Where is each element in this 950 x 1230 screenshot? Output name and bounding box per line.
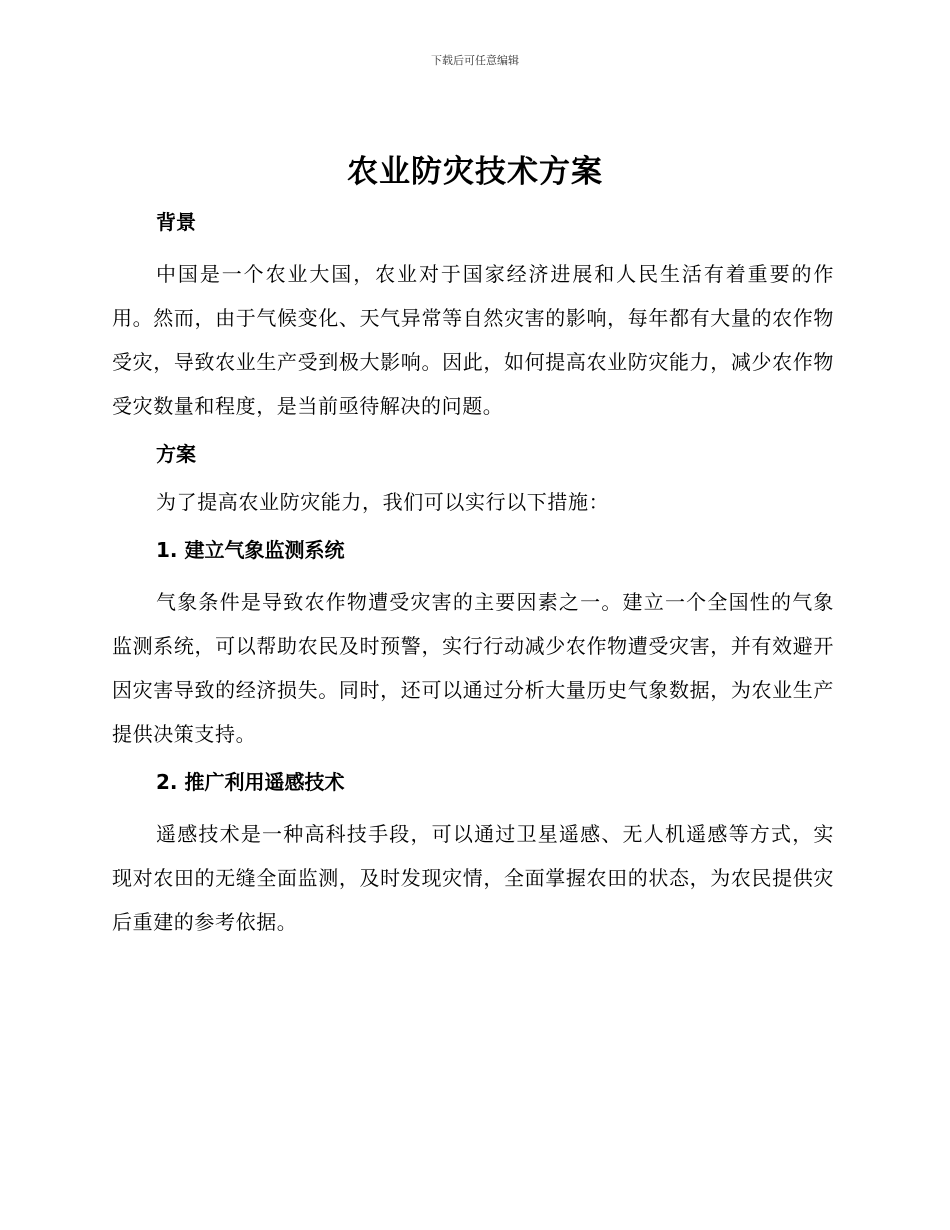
- document-title: 农业防灾技术方案: [347, 154, 603, 190]
- section-heading-measure-1: 1. 建立气象监测系统: [156, 538, 345, 562]
- paragraph-measure-1: 气象条件是导致农作物遭受灾害的主要因素之一。建立一个全国性的气象监测系统，可以帮助农民及时预警，实行行动减少农作物遭受灾害，并有效避开因灾害导致的经济损失。同时，还可以通过分析大量历史气象数据，为农业生产提供决策支持。: [112, 590, 834, 746]
- paragraph-measure-2: 遥感技术是一种高科技手段，可以通过卫星遥感、无人机遥感等方式，实现对农田的无缝全面监测，及时发现灾情，全面掌握农田的状态，为农民提供灾后重建的参考依据。: [112, 822, 834, 934]
- paragraph-plan-intro: 为了提高农业防灾能力，我们可以实行以下措施：: [156, 490, 610, 514]
- document-body: [112, 198, 834, 944]
- section-heading-background: 背景: [156, 210, 196, 234]
- section-heading-plan: 方案: [156, 442, 196, 466]
- header-note: 下载后可任意编辑: [431, 54, 519, 67]
- paragraph-background: 中国是一个农业大国，农业对于国家经济进展和人民生活有着重要的作用。然而，由于气候变化、天气异常等自然灾害的影响，每年都有大量的农作物受灾，导致农业生产受到极大影响。因此，如何提高农业防灾能力，减少农作物受灾数量和程度，是当前亟待解决的问题。: [112, 262, 834, 418]
- section-heading-measure-2: 2. 推广利用遥感技术: [156, 770, 345, 794]
